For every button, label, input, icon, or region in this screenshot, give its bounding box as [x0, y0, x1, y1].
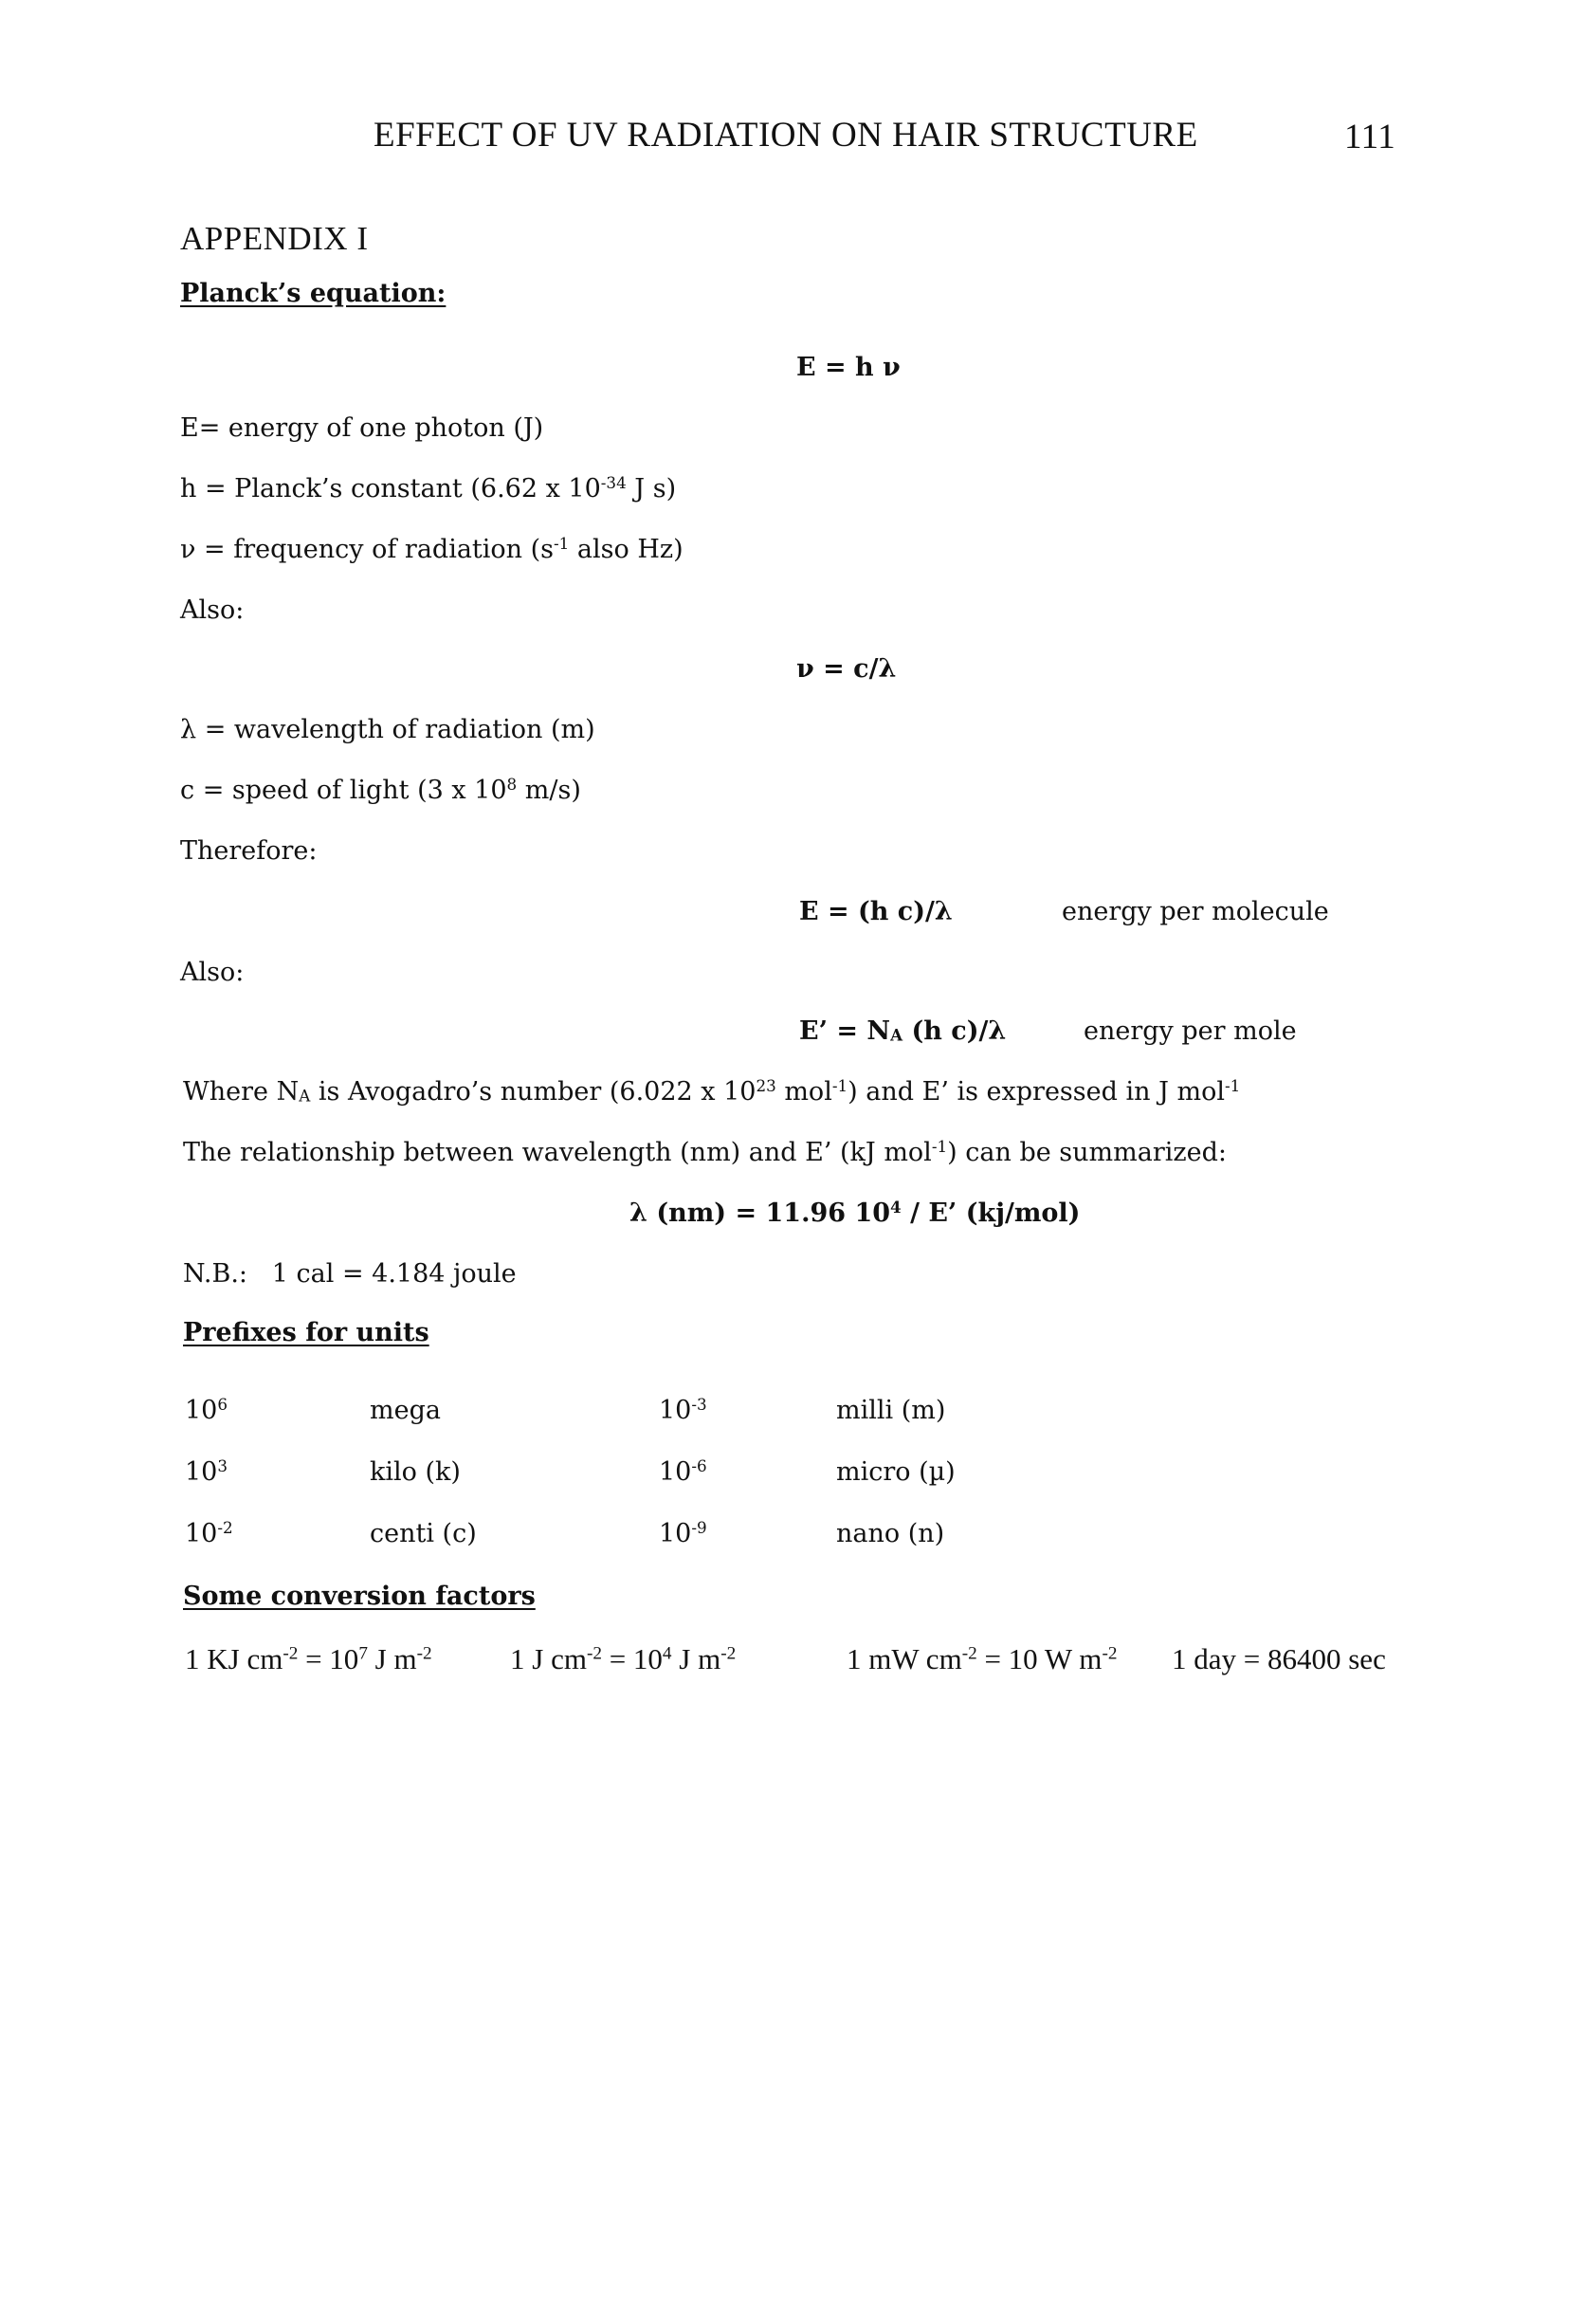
- definition-c: c = speed of light (3 x $10^8$ m/s): [180, 774, 581, 805]
- equation-e-hc-lambda: E = (h c)/λ: [799, 897, 953, 926]
- equation-e-prime-note: energy per mole: [1084, 1016, 1297, 1046]
- appendix-title: APPENDIX I: [180, 220, 369, 257]
- table-cell: $10^{-9}$: [659, 1517, 707, 1548]
- table-cell: $10^{-2}$: [185, 1517, 233, 1548]
- table-cell: $10^{-6}$: [659, 1455, 707, 1487]
- running-header-title: EFFECT OF UV RADIATION ON HAIR STRUCTURE: [374, 116, 1198, 155]
- table-cell: mega: [370, 1396, 441, 1425]
- table-cell: $10^{-3}$: [659, 1394, 707, 1425]
- conversion-factor-day: 1 day = 86400 sec: [1172, 1642, 1386, 1675]
- avogadro-sentence: Where $N_A$ is Avogadro’s number (6.022 x $10^{23}$ mol$^{-1}$) and E’ is expressed in J mol$^{-1}$: [183, 1075, 1241, 1107]
- page-number: 111: [1344, 118, 1396, 156]
- conversion-factor-mw: 1 mW $cm^{-2} = 10$ W $m^{-2}$: [847, 1642, 1118, 1675]
- table-cell: kilo (k): [370, 1457, 461, 1487]
- table-cell: $10^3$: [185, 1455, 228, 1487]
- definition-e: E= energy of one photon (J): [180, 413, 544, 443]
- table-cell: centi (c): [370, 1519, 477, 1548]
- conversion-heading: Some conversion factors: [183, 1582, 536, 1611]
- also-label-1: Also:: [180, 595, 245, 625]
- planck-heading: Planck’s equation:: [180, 279, 447, 308]
- table-cell: nano (n): [836, 1519, 945, 1548]
- table-cell: $10^6$: [185, 1394, 228, 1425]
- table-cell: micro (µ): [836, 1457, 956, 1487]
- also-label-2: Also:: [180, 958, 245, 987]
- conversion-factor-kj: 1 KJ $cm^{-2} = 10^7$ J $m^{-2}$: [185, 1642, 432, 1675]
- equation-e-note: energy per molecule: [1062, 897, 1329, 926]
- definition-lambda: λ = wavelength of radiation (m): [180, 715, 595, 744]
- definition-nu: ν = frequency of radiation ($s^{-1}$ also Hz): [180, 533, 684, 564]
- table-cell: milli (m): [836, 1396, 946, 1425]
- equation-nu-c-lambda: ν = c/λ: [796, 654, 897, 684]
- equation-e-prime: E’ = $N_A$ (h c)/λ: [799, 1016, 1007, 1046]
- conversion-factor-j: 1 J $cm^{-2} = 10^4$ J $m^{-2}$: [510, 1642, 737, 1675]
- equation-lambda-nm: λ (nm) = 11.96 $10^4$ / E’ (kj/mol): [629, 1197, 1081, 1228]
- therefore-label: Therefore:: [180, 836, 318, 866]
- relationship-sentence: The relationship between wavelength (nm) and E’ (kJ mol$^{-1}$) can be summarized:: [183, 1136, 1227, 1167]
- equation-e-h-nu: E = h ν: [796, 353, 901, 382]
- prefixes-heading: Prefixes for units: [183, 1318, 429, 1347]
- nb-calorie-note: N.B.: 1 cal = 4.184 joule: [183, 1259, 517, 1289]
- definition-h: h = Planck’s constant (6.62 x $10^{-34}$ J s): [180, 472, 677, 503]
